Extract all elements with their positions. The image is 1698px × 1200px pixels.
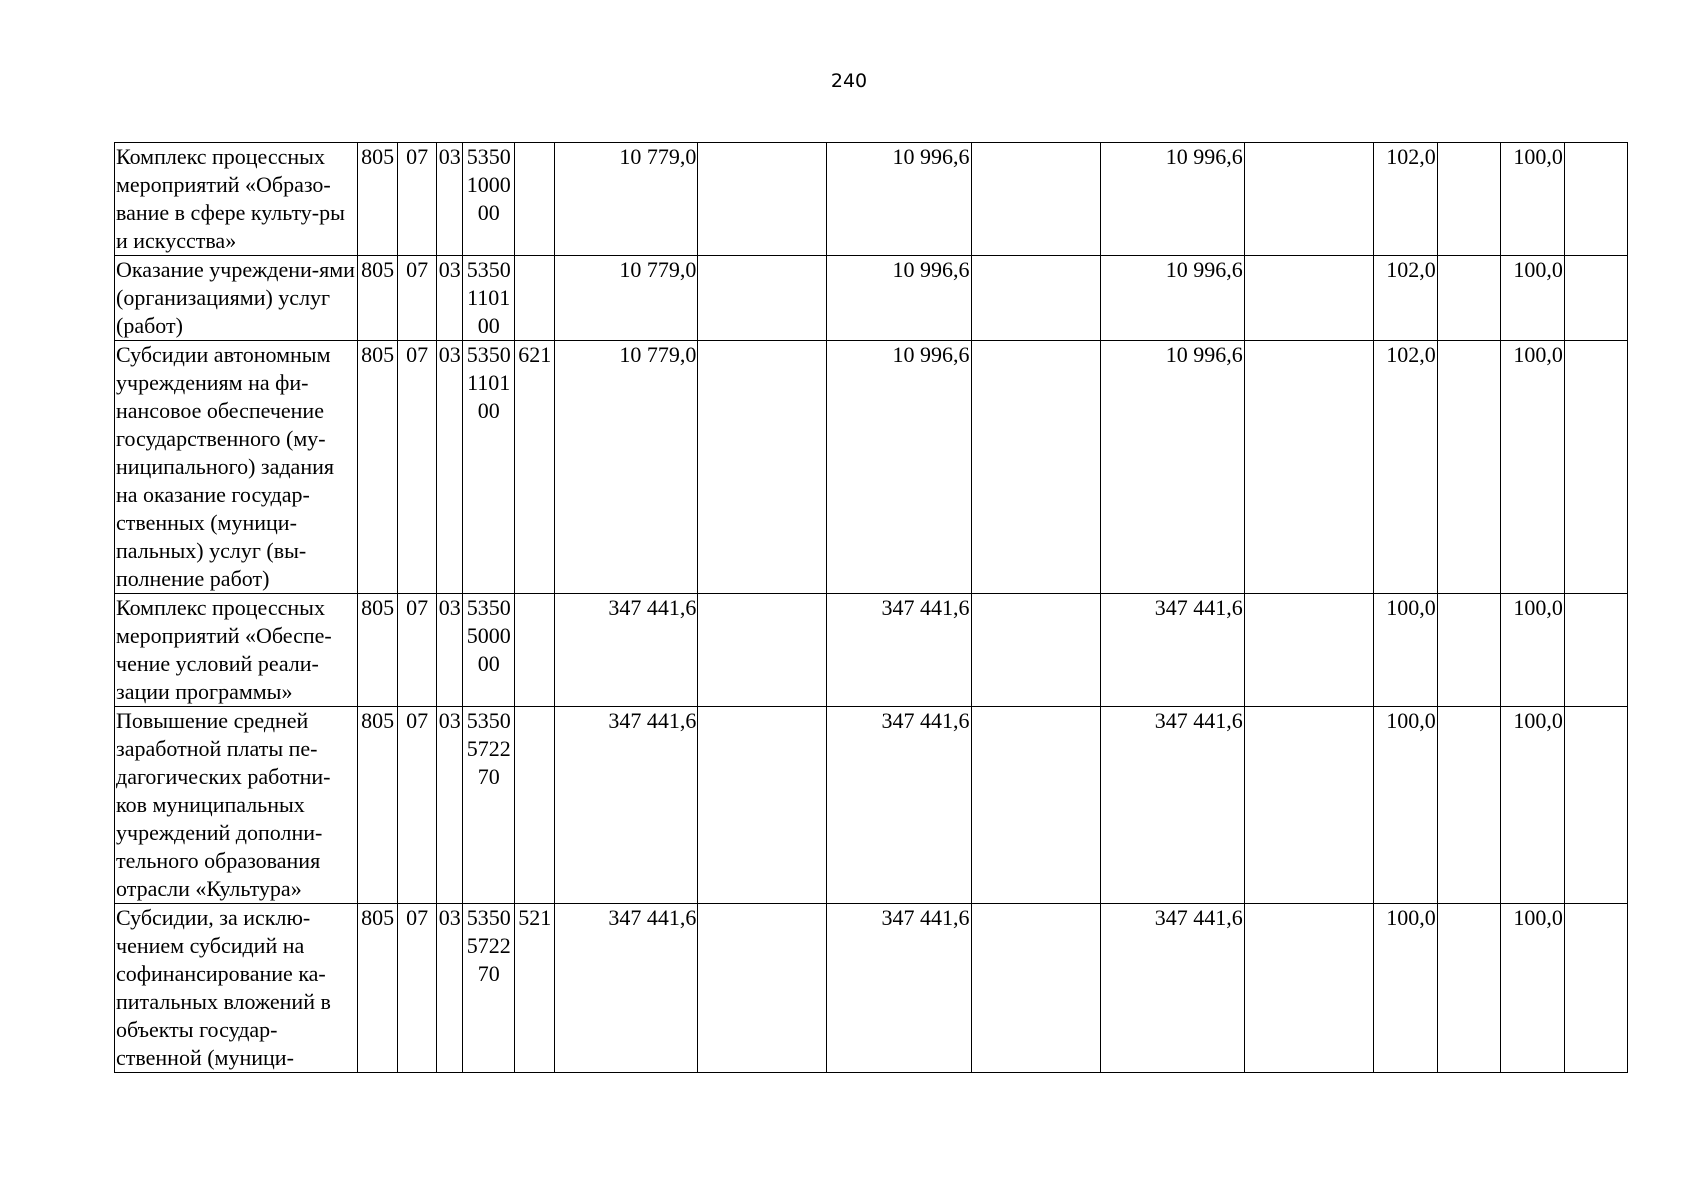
- amount-2: 10 996,6: [827, 341, 971, 594]
- empty-cell: [971, 143, 1100, 256]
- section-code: 07: [398, 707, 437, 904]
- empty-cell: [1244, 904, 1373, 1073]
- amount-1: 10 779,0: [555, 256, 698, 341]
- empty-cell: [1244, 707, 1373, 904]
- empty-cell: [698, 707, 827, 904]
- section-code: 07: [398, 256, 437, 341]
- amount-1: 347 441,6: [555, 904, 698, 1073]
- empty-cell: [971, 341, 1100, 594]
- table-row: [115, 143, 1628, 256]
- subsection-code: 03: [437, 707, 463, 904]
- amount-2: 347 441,6: [827, 707, 971, 904]
- target-code: 5350 5722 70: [463, 707, 515, 904]
- empty-cell: [698, 341, 827, 594]
- subsection-code: 03: [437, 341, 463, 594]
- target-code: 5350 5000 00: [463, 594, 515, 707]
- expense-type-code: 521: [515, 904, 555, 1073]
- row-name: Субсидии, за исклю-чением субсидий на софинансирование ка-питальных вложений в объекты государ-ственной (муници-: [115, 904, 358, 1073]
- subsection-code: 03: [437, 256, 463, 341]
- section-code: 07: [398, 341, 437, 594]
- empty-cell: [1564, 341, 1627, 594]
- amount-1: 10 779,0: [555, 143, 698, 256]
- row-name: Субсидии автономным учреждениям на фи-нансовое обеспечение государственного (му-ниципального) задания на оказание государ-ственных (муници-пальных) услуг (вы-полнение работ): [115, 341, 358, 594]
- empty-cell: [1437, 594, 1500, 707]
- subsection-code: 03: [437, 594, 463, 707]
- empty-cell: [1564, 143, 1627, 256]
- percent-2: 100,0: [1500, 341, 1564, 594]
- target-code: 5350 5722 70: [463, 904, 515, 1073]
- empty-cell: [971, 904, 1100, 1073]
- empty-cell: [1564, 904, 1627, 1073]
- amount-2: 10 996,6: [827, 256, 971, 341]
- empty-cell: [1437, 341, 1500, 594]
- section-code: 07: [398, 143, 437, 256]
- amount-3: 347 441,6: [1100, 707, 1244, 904]
- ved-code: 805: [358, 143, 398, 256]
- percent-1: 102,0: [1373, 341, 1437, 594]
- empty-cell: [1437, 904, 1500, 1073]
- amount-2: 10 996,6: [827, 143, 971, 256]
- percent-2: 100,0: [1500, 143, 1564, 256]
- percent-1: 102,0: [1373, 143, 1437, 256]
- target-code: 5350 1101 00: [463, 341, 515, 594]
- empty-cell: [698, 256, 827, 341]
- ved-code: 805: [358, 341, 398, 594]
- empty-cell: [698, 594, 827, 707]
- budget-table: [114, 142, 1628, 1073]
- empty-cell: [698, 143, 827, 256]
- row-name: Комплекс процессных мероприятий «Образо-вание в сфере культу-ры и искусства»: [115, 143, 358, 256]
- empty-cell: [1244, 143, 1373, 256]
- table-row: [115, 707, 1628, 904]
- empty-cell: [1437, 707, 1500, 904]
- ved-code: 805: [358, 707, 398, 904]
- percent-1: 100,0: [1373, 707, 1437, 904]
- amount-1: 10 779,0: [555, 341, 698, 594]
- expense-type-code: [515, 594, 555, 707]
- percent-1: 102,0: [1373, 256, 1437, 341]
- percent-2: 100,0: [1500, 594, 1564, 707]
- empty-cell: [1437, 256, 1500, 341]
- percent-2: 100,0: [1500, 707, 1564, 904]
- amount-2: 347 441,6: [827, 904, 971, 1073]
- amount-2: 347 441,6: [827, 594, 971, 707]
- empty-cell: [1564, 594, 1627, 707]
- expense-type-code: [515, 143, 555, 256]
- section-code: 07: [398, 594, 437, 707]
- empty-cell: [698, 904, 827, 1073]
- page-number: 240: [830, 70, 868, 92]
- amount-3: 10 996,6: [1100, 143, 1244, 256]
- empty-cell: [971, 256, 1100, 341]
- ved-code: 805: [358, 256, 398, 341]
- row-name: Оказание учреждени-ями (организациями) услуг (работ): [115, 256, 358, 341]
- amount-3: 10 996,6: [1100, 341, 1244, 594]
- amount-3: 10 996,6: [1100, 256, 1244, 341]
- target-code: 5350 1101 00: [463, 256, 515, 341]
- percent-1: 100,0: [1373, 594, 1437, 707]
- empty-cell: [1564, 256, 1627, 341]
- amount-1: 347 441,6: [555, 594, 698, 707]
- empty-cell: [1244, 341, 1373, 594]
- table-row: [115, 341, 1628, 594]
- subsection-code: 03: [437, 904, 463, 1073]
- percent-2: 100,0: [1500, 904, 1564, 1073]
- empty-cell: [971, 707, 1100, 904]
- amount-3: 347 441,6: [1100, 904, 1244, 1073]
- percent-1: 100,0: [1373, 904, 1437, 1073]
- target-code: 5350 1000 00: [463, 143, 515, 256]
- ved-code: 805: [358, 904, 398, 1073]
- expense-type-code: [515, 707, 555, 904]
- amount-1: 347 441,6: [555, 707, 698, 904]
- table-row: [115, 904, 1628, 1073]
- empty-cell: [971, 594, 1100, 707]
- empty-cell: [1244, 594, 1373, 707]
- section-code: 07: [398, 904, 437, 1073]
- empty-cell: [1564, 707, 1627, 904]
- table-row: [115, 256, 1628, 341]
- subsection-code: 03: [437, 143, 463, 256]
- table-row: [115, 594, 1628, 707]
- percent-2: 100,0: [1500, 256, 1564, 341]
- amount-3: 347 441,6: [1100, 594, 1244, 707]
- row-name: Повышение средней заработной платы пе-дагогических работни-ков муниципальных учреждений дополни-тельного образования отрасли «Культура»: [115, 707, 358, 904]
- expense-type-code: 621: [515, 341, 555, 594]
- expense-type-code: [515, 256, 555, 341]
- empty-cell: [1437, 143, 1500, 256]
- empty-cell: [1244, 256, 1373, 341]
- ved-code: 805: [358, 594, 398, 707]
- row-name: Комплекс процессных мероприятий «Обеспе-чение условий реали-зации программы»: [115, 594, 358, 707]
